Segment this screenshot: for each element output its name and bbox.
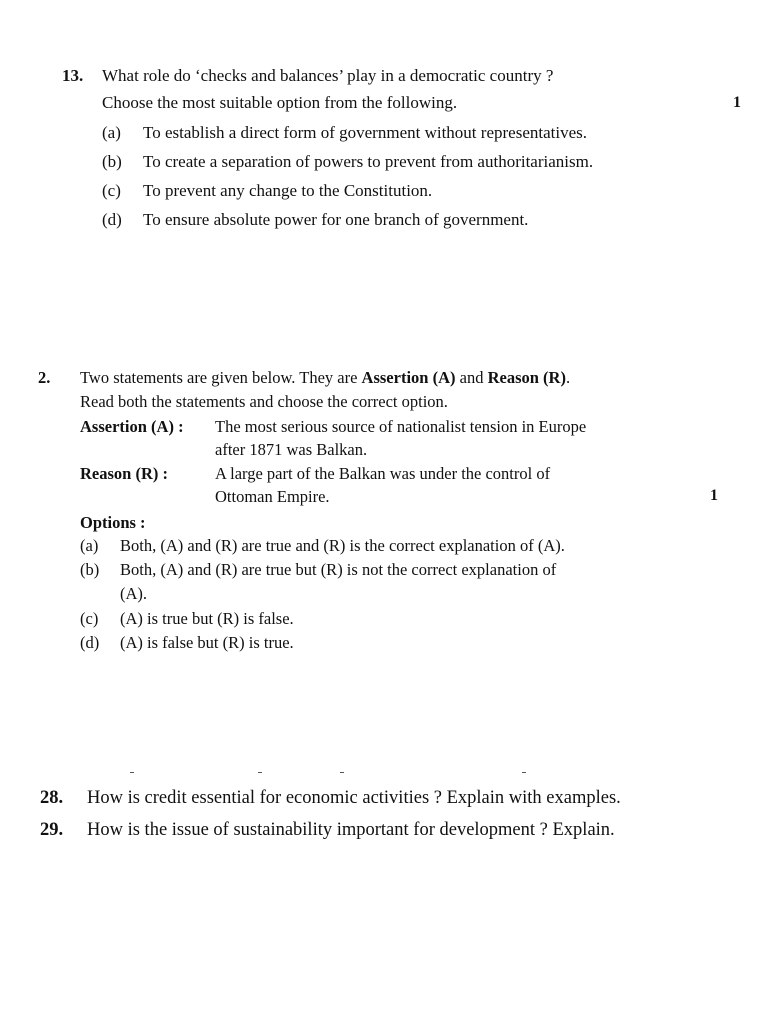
scan-mark — [340, 772, 344, 773]
question-number: 28. — [40, 788, 64, 808]
marks-label: 1 — [733, 94, 741, 111]
option-text: (A). — [120, 584, 148, 603]
reason-label: Reason (R) : — [80, 464, 168, 483]
option-text: (A) is false but (R) is true. — [120, 633, 294, 652]
option-text: To prevent any change to the Constitution. — [143, 181, 433, 200]
question-text: How is credit essential for economic activities ? Explain with examples. — [87, 788, 621, 808]
options-heading: Options : — [80, 513, 146, 532]
option-label: (c) — [102, 181, 121, 200]
intro-text: and — [455, 368, 488, 387]
assertion-text: after 1871 was Balkan. — [215, 440, 368, 459]
option-label: (d) — [80, 633, 100, 652]
option-text: Both, (A) and (R) are true but (R) is not the correct explanation of — [120, 560, 557, 579]
question-stem-line: What role do ‘checks and balances’ play in a democratic country ? — [102, 66, 554, 85]
question-intro-line: Read both the statements and choose the correct option. — [80, 392, 448, 411]
reason-text: A large part of the Balkan was under the control of — [215, 464, 551, 483]
intro-text: . — [565, 368, 571, 387]
question-number: 13. — [62, 66, 84, 85]
assertion-term: Assertion (A) — [361, 368, 456, 387]
option-label: (b) — [102, 152, 122, 171]
scan-mark — [130, 772, 134, 773]
assertion-label: Assertion (A) : — [80, 417, 184, 436]
option-text: To establish a direct form of government without representatives. — [143, 123, 587, 142]
option-label: (a) — [80, 536, 99, 555]
question-number: 2. — [38, 368, 51, 387]
question-stem-line: Choose the most suitable option from the following. — [102, 93, 458, 112]
question-intro — [80, 368, 570, 388]
option-label: (d) — [102, 210, 122, 229]
option-label: (b) — [80, 560, 100, 579]
option-text: To create a separation of powers to prevent from authoritarianism. — [143, 152, 594, 171]
scan-mark — [522, 772, 526, 773]
option-text: Both, (A) and (R) are true and (R) is the correct explanation of (A). — [120, 536, 565, 555]
option-text: To ensure absolute power for one branch of government. — [143, 210, 529, 229]
reason-text: Ottoman Empire. — [215, 487, 330, 506]
option-label: (a) — [102, 123, 121, 142]
option-label: (c) — [80, 609, 99, 628]
scan-mark — [258, 772, 262, 773]
marks-label: 1 — [710, 487, 718, 504]
intro-text: Two statements are given below. They are — [80, 368, 362, 387]
question-text: How is the issue of sustainability important for development ? Explain. — [87, 820, 615, 840]
question-number: 29. — [40, 820, 64, 840]
reason-term: Reason (R) — [487, 368, 566, 387]
option-text: (A) is true but (R) is false. — [120, 609, 294, 628]
assertion-text: The most serious source of nationalist tension in Europe — [215, 417, 587, 436]
